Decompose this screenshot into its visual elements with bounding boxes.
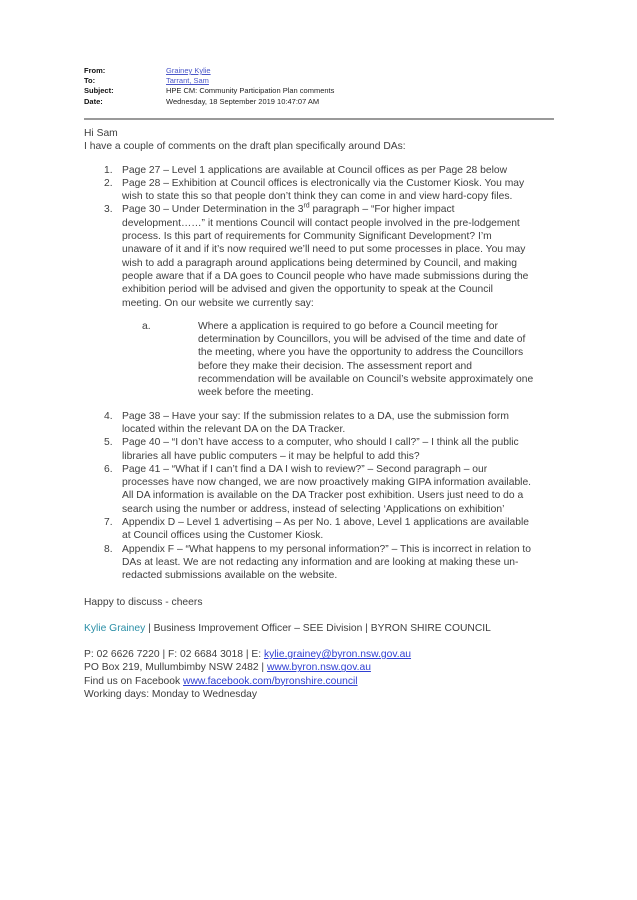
list-item bbox=[84, 177, 534, 204]
subject-label: Subject: bbox=[84, 86, 114, 96]
subject-value: HPE CM: Community Participation Plan comments bbox=[166, 86, 335, 96]
intro-paragraph: I have a couple of comments on the draft plan specifically around DAs: bbox=[84, 141, 406, 153]
signature-title: | Business Improvement Officer – SEE Division | BYRON SHIRE COUNCIL bbox=[145, 622, 491, 634]
closing: Happy to discuss - cheers bbox=[84, 596, 203, 608]
sub-item-number: a. bbox=[142, 320, 151, 332]
item-text: Page 40 – “I don’t have access to a computer, who should I call?” – I think all the public libraries all have public computers – it may be helpful to add this? bbox=[122, 437, 519, 462]
email-body bbox=[84, 127, 534, 701]
list-item bbox=[84, 203, 534, 399]
item-number: 5. bbox=[104, 437, 113, 449]
subject-row bbox=[84, 86, 554, 96]
signature-name: Kylie Grainey bbox=[84, 622, 146, 634]
postal-address: PO Box 219, Mullumbimby NSW 2482 | bbox=[84, 662, 267, 674]
item-number: 2. bbox=[104, 177, 113, 189]
item-text: Appendix F – “What happens to my personal information?” – This is incorrect in relation to DAs at least. We are not redacting any information and are looking at making these un-redacted submissions available on the website. bbox=[122, 543, 532, 582]
item-text: Page 27 – Level 1 applications are available at Council offices as per Page 28 below bbox=[122, 164, 508, 176]
comment-list bbox=[84, 164, 534, 583]
to-link[interactable]: Tarrant, Sam bbox=[166, 76, 209, 86]
list-item bbox=[84, 164, 534, 177]
sub-item-text: Where a application is required to go before a Council meeting for determination by Councillors, you will be advised of the time and date of the meeting, where you have the opportunity to address the Councillors before they make their decision. The assessment report and recommendation will be available on Council’s website approximately one week before the meeting. bbox=[198, 320, 534, 399]
from-label: From: bbox=[84, 66, 106, 75]
ordinal-suffix: rd bbox=[303, 203, 310, 211]
contact-line bbox=[84, 648, 534, 661]
item-number: 3. bbox=[104, 204, 113, 216]
facebook-prefix: Find us on Facebook bbox=[84, 675, 184, 687]
item-text: Page 41 – “What if I can’t find a DA I wish to review?” – Second paragraph – our processes have now changed, we are now proactively making GIPA information available. All DA information is available on the DA Tracker post exhibition. Users just need to do a search using the number or address, instead of selecting ‘Applications on exhibition’ bbox=[122, 463, 532, 515]
item-text: Page 28 – Exhibition at Council offices is electronically via the Customer Kiosk. You may wish to state this so that people don’t think they can come in and view hard-copy files. bbox=[122, 177, 525, 203]
item-text-start: Page 30 – Under Determination in the 3 bbox=[122, 204, 304, 216]
item-text bbox=[122, 204, 528, 308]
list-item bbox=[84, 410, 534, 437]
item-number: 4. bbox=[104, 410, 113, 422]
email-header bbox=[84, 66, 554, 107]
facebook-link[interactable]: www.facebook.com/byronshire.council bbox=[183, 675, 358, 687]
greeting: Hi Sam bbox=[84, 128, 118, 139]
contact-phone-fax: P: 02 6626 7220 | F: 02 6684 3018 | E: bbox=[84, 649, 264, 661]
sub-list-item bbox=[122, 320, 534, 400]
from-link[interactable]: Grainey Kylie bbox=[166, 66, 211, 75]
date-value: Wednesday, 18 September 2019 10:47:07 AM bbox=[166, 96, 320, 106]
list-item bbox=[84, 463, 534, 516]
list-item bbox=[84, 436, 534, 463]
item-number: 6. bbox=[104, 463, 113, 475]
working-days: Working days: Monday to Wednesday bbox=[84, 688, 258, 700]
list-item bbox=[84, 543, 534, 583]
from-row bbox=[84, 66, 554, 76]
header-divider bbox=[84, 118, 554, 120]
address-line bbox=[84, 661, 534, 674]
item-number: 1. bbox=[104, 164, 113, 176]
item-text: Appendix D – Level 1 advertising – As per No. 1 above, Level 1 applications are available at Council offices using the Customer Kiosk. bbox=[122, 517, 529, 542]
item-number: 8. bbox=[104, 543, 113, 555]
item-text-rest: paragraph – “For higher impact development……” it mentions Council will contact people involved in the pre-lodgement process. Is this part of requirements for Community Significant Development? I’m unaware of it and if it’s now required we’ll need to put some processes in place. You may wish to add a paragraph around applications being determined by Council, and making people aware that if a DA goes to Council people who have made submissions during the exhibition period will be advised and given the opportunity to speak at the Council meeting. On our website we currently say: bbox=[122, 204, 529, 309]
facebook-line bbox=[84, 675, 534, 688]
date-row bbox=[84, 97, 554, 107]
to-label: To: bbox=[84, 76, 96, 86]
item-text: Page 38 – Have your say: If the submission relates to a DA, use the submission form located within the relevant DA on the DA Tracker. bbox=[122, 410, 509, 435]
signature-line bbox=[84, 622, 534, 635]
email-link[interactable]: kylie.grainey@byron.nsw.gov.au bbox=[263, 649, 412, 661]
to-row bbox=[84, 76, 554, 86]
list-item bbox=[84, 516, 534, 543]
date-label: Date: bbox=[84, 96, 103, 106]
website-link[interactable]: www.byron.nsw.gov.au bbox=[266, 662, 371, 674]
item-number: 7. bbox=[104, 517, 113, 529]
